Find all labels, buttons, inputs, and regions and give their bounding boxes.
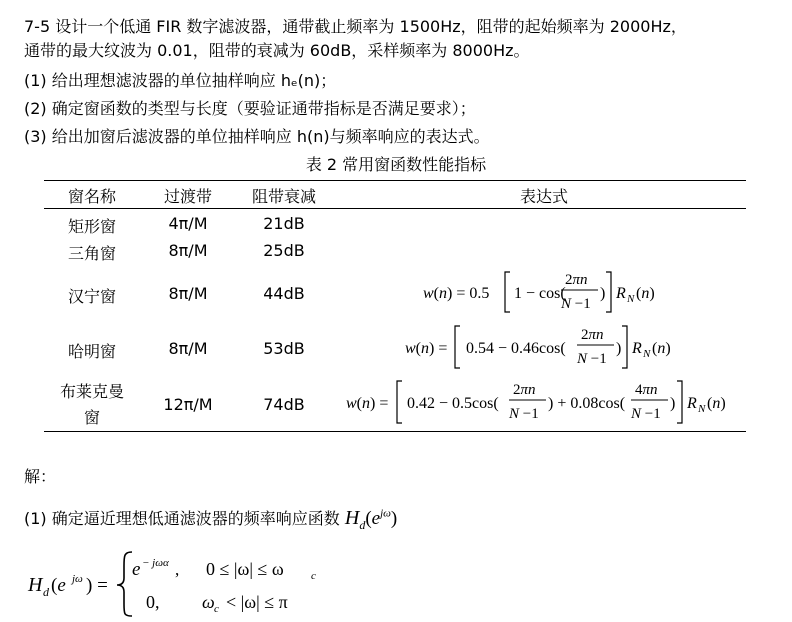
formula-layer [44, 180, 746, 432]
svg-text:c: c [214, 603, 219, 615]
svg-text:− jωα: − jωα [142, 557, 169, 569]
svg-text:(n): (n) [652, 340, 671, 357]
hanning-c1: 1 [514, 285, 522, 302]
svg-text:2πn: 2πn [581, 327, 604, 343]
svg-text:c: c [311, 570, 316, 582]
case2-value: 0, [146, 592, 160, 612]
problem-line-1: 7-5 设计一个低通 FIR 数字滤波器，通带截止频率为 1500Hz，阻带的起始频率为 2000Hz， [24, 17, 687, 36]
hamming-k1: 2 [581, 327, 589, 343]
problem-item-3: (3) 给出加窗后滤波器的单位抽样响应 h(n)与频率响应的表达式。 [24, 127, 490, 146]
header-expression: 表达式 [519, 187, 568, 206]
step1-text: (1) 确定逼近理想低通滤波器的频率响应函数 [24, 509, 340, 528]
svg-text:N −1: N −1 [561, 296, 591, 312]
row-triangle-attenuation: 25dB [263, 241, 305, 260]
hamming-c1: 0.46 [511, 340, 540, 357]
row-hanning-transition: 8π/M [168, 284, 208, 303]
blackman-c1: 0.5 [452, 395, 473, 412]
svg-text:N −1: N −1 [577, 351, 607, 367]
svg-text:N: N [643, 348, 651, 360]
blackman-c2: 0.08 [570, 395, 599, 412]
hanning-formula [423, 272, 655, 312]
svg-text:1 − cos(: 1 − cos( [514, 285, 566, 302]
svg-text:N −1: N −1 [631, 406, 661, 422]
svg-text:H: H [28, 574, 43, 596]
ideal-lowpass-formula [20, 546, 340, 620]
case1-condition: 0 ≤ |ω| ≤ ω [206, 559, 284, 579]
svg-text:(e: (e [51, 575, 66, 596]
svg-text:0.42 − 0.5cos(: 0.42 − 0.5cos( [407, 395, 499, 412]
row-hamming-name: 哈明窗 [67, 342, 116, 361]
row-hanning-name: 汉宁窗 [67, 287, 116, 306]
row-blackman-transition: 12π/M [163, 395, 213, 414]
svg-text:R: R [632, 340, 642, 357]
row-rect-attenuation: 21dB [263, 214, 305, 233]
case2-range: < |ω| ≤ π [226, 592, 288, 612]
svg-text:w(n) = 0.5: w(n) = 0.5 [423, 285, 490, 302]
solution-label: 解： [24, 467, 57, 486]
case2-omega: ω [202, 592, 215, 612]
row-triangle-name: 三角窗 [67, 244, 116, 263]
hamming-c0: 0.54 [466, 340, 494, 357]
row-rect-name: 矩形窗 [67, 217, 116, 236]
hanning-c0: 0.5 [469, 285, 490, 302]
row-hamming-attenuation: 53dB [263, 339, 305, 358]
row-hanning-attenuation: 44dB [263, 284, 305, 303]
svg-text:2πn: 2πn [565, 272, 588, 288]
blackman-k1: 2 [513, 382, 521, 398]
svg-text:w(n) =: w(n) = [405, 340, 448, 357]
problem-item-2: (2) 确定窗函数的类型与长度（要验证通带指标是否满足要求）； [24, 99, 476, 118]
svg-text:d: d [43, 585, 49, 599]
hamming-formula [405, 326, 671, 368]
hanning-k1: 2 [565, 272, 573, 288]
svg-text:4πn: 4πn [635, 382, 658, 398]
header-window-name: 窗名称 [67, 187, 116, 206]
svg-text:R: R [616, 285, 626, 302]
svg-text:e: e [132, 559, 141, 580]
svg-text:jω: jω [72, 573, 83, 585]
row-rect-transition: 4π/M [168, 214, 208, 233]
svg-text:2πn: 2πn [513, 382, 536, 398]
blackman-formula [346, 381, 726, 423]
svg-text:N −1: N −1 [509, 406, 539, 422]
row-blackman-attenuation: 74dB [263, 395, 305, 414]
svg-text:): ) [616, 340, 622, 357]
solution-step-1 [24, 506, 397, 533]
row-hamming-transition: 8π/M [168, 339, 208, 358]
row-blackman-name-1: 布莱克曼 [59, 382, 124, 401]
table-caption: 表 2 常用窗函数性能指标 [305, 155, 487, 174]
header-transition: 过渡带 [163, 187, 212, 206]
svg-text:(n): (n) [636, 285, 655, 302]
hd-symbol: $H_d$ [344, 507, 366, 532]
problem-line-2: 通带的最大纹波为 0.01，阻带的衰减为 60dB，采样频率为 8000Hz。 [24, 41, 530, 60]
svg-text:) =: ) = [86, 575, 108, 596]
svg-text:0.54 − 0.46cos(: 0.54 − 0.46cos( [466, 340, 566, 357]
svg-text:): ) [670, 395, 676, 412]
svg-text:N: N [698, 403, 706, 415]
hd-argument: $(e^{j\omega})$ [365, 507, 398, 529]
svg-text:R: R [687, 395, 697, 412]
svg-text:) + 0.08cos(: ) + 0.08cos( [548, 395, 626, 412]
window-table [44, 180, 746, 432]
svg-text:,: , [175, 560, 180, 579]
problem-item-1: (1) 给出理想滤波器的单位抽样响应 hₑ(n)； [24, 71, 337, 90]
svg-text:w(n) =: w(n) = [346, 395, 389, 412]
row-triangle-transition: 8π/M [168, 241, 208, 260]
svg-text:N: N [627, 293, 635, 305]
svg-text:(n): (n) [707, 395, 726, 412]
svg-text:): ) [600, 285, 606, 302]
blackman-c0: 0.42 [407, 395, 435, 412]
blackman-k2: 4 [635, 382, 643, 398]
header-attenuation: 阻带衰减 [251, 187, 316, 206]
row-blackman-name-2: 窗 [83, 408, 100, 427]
